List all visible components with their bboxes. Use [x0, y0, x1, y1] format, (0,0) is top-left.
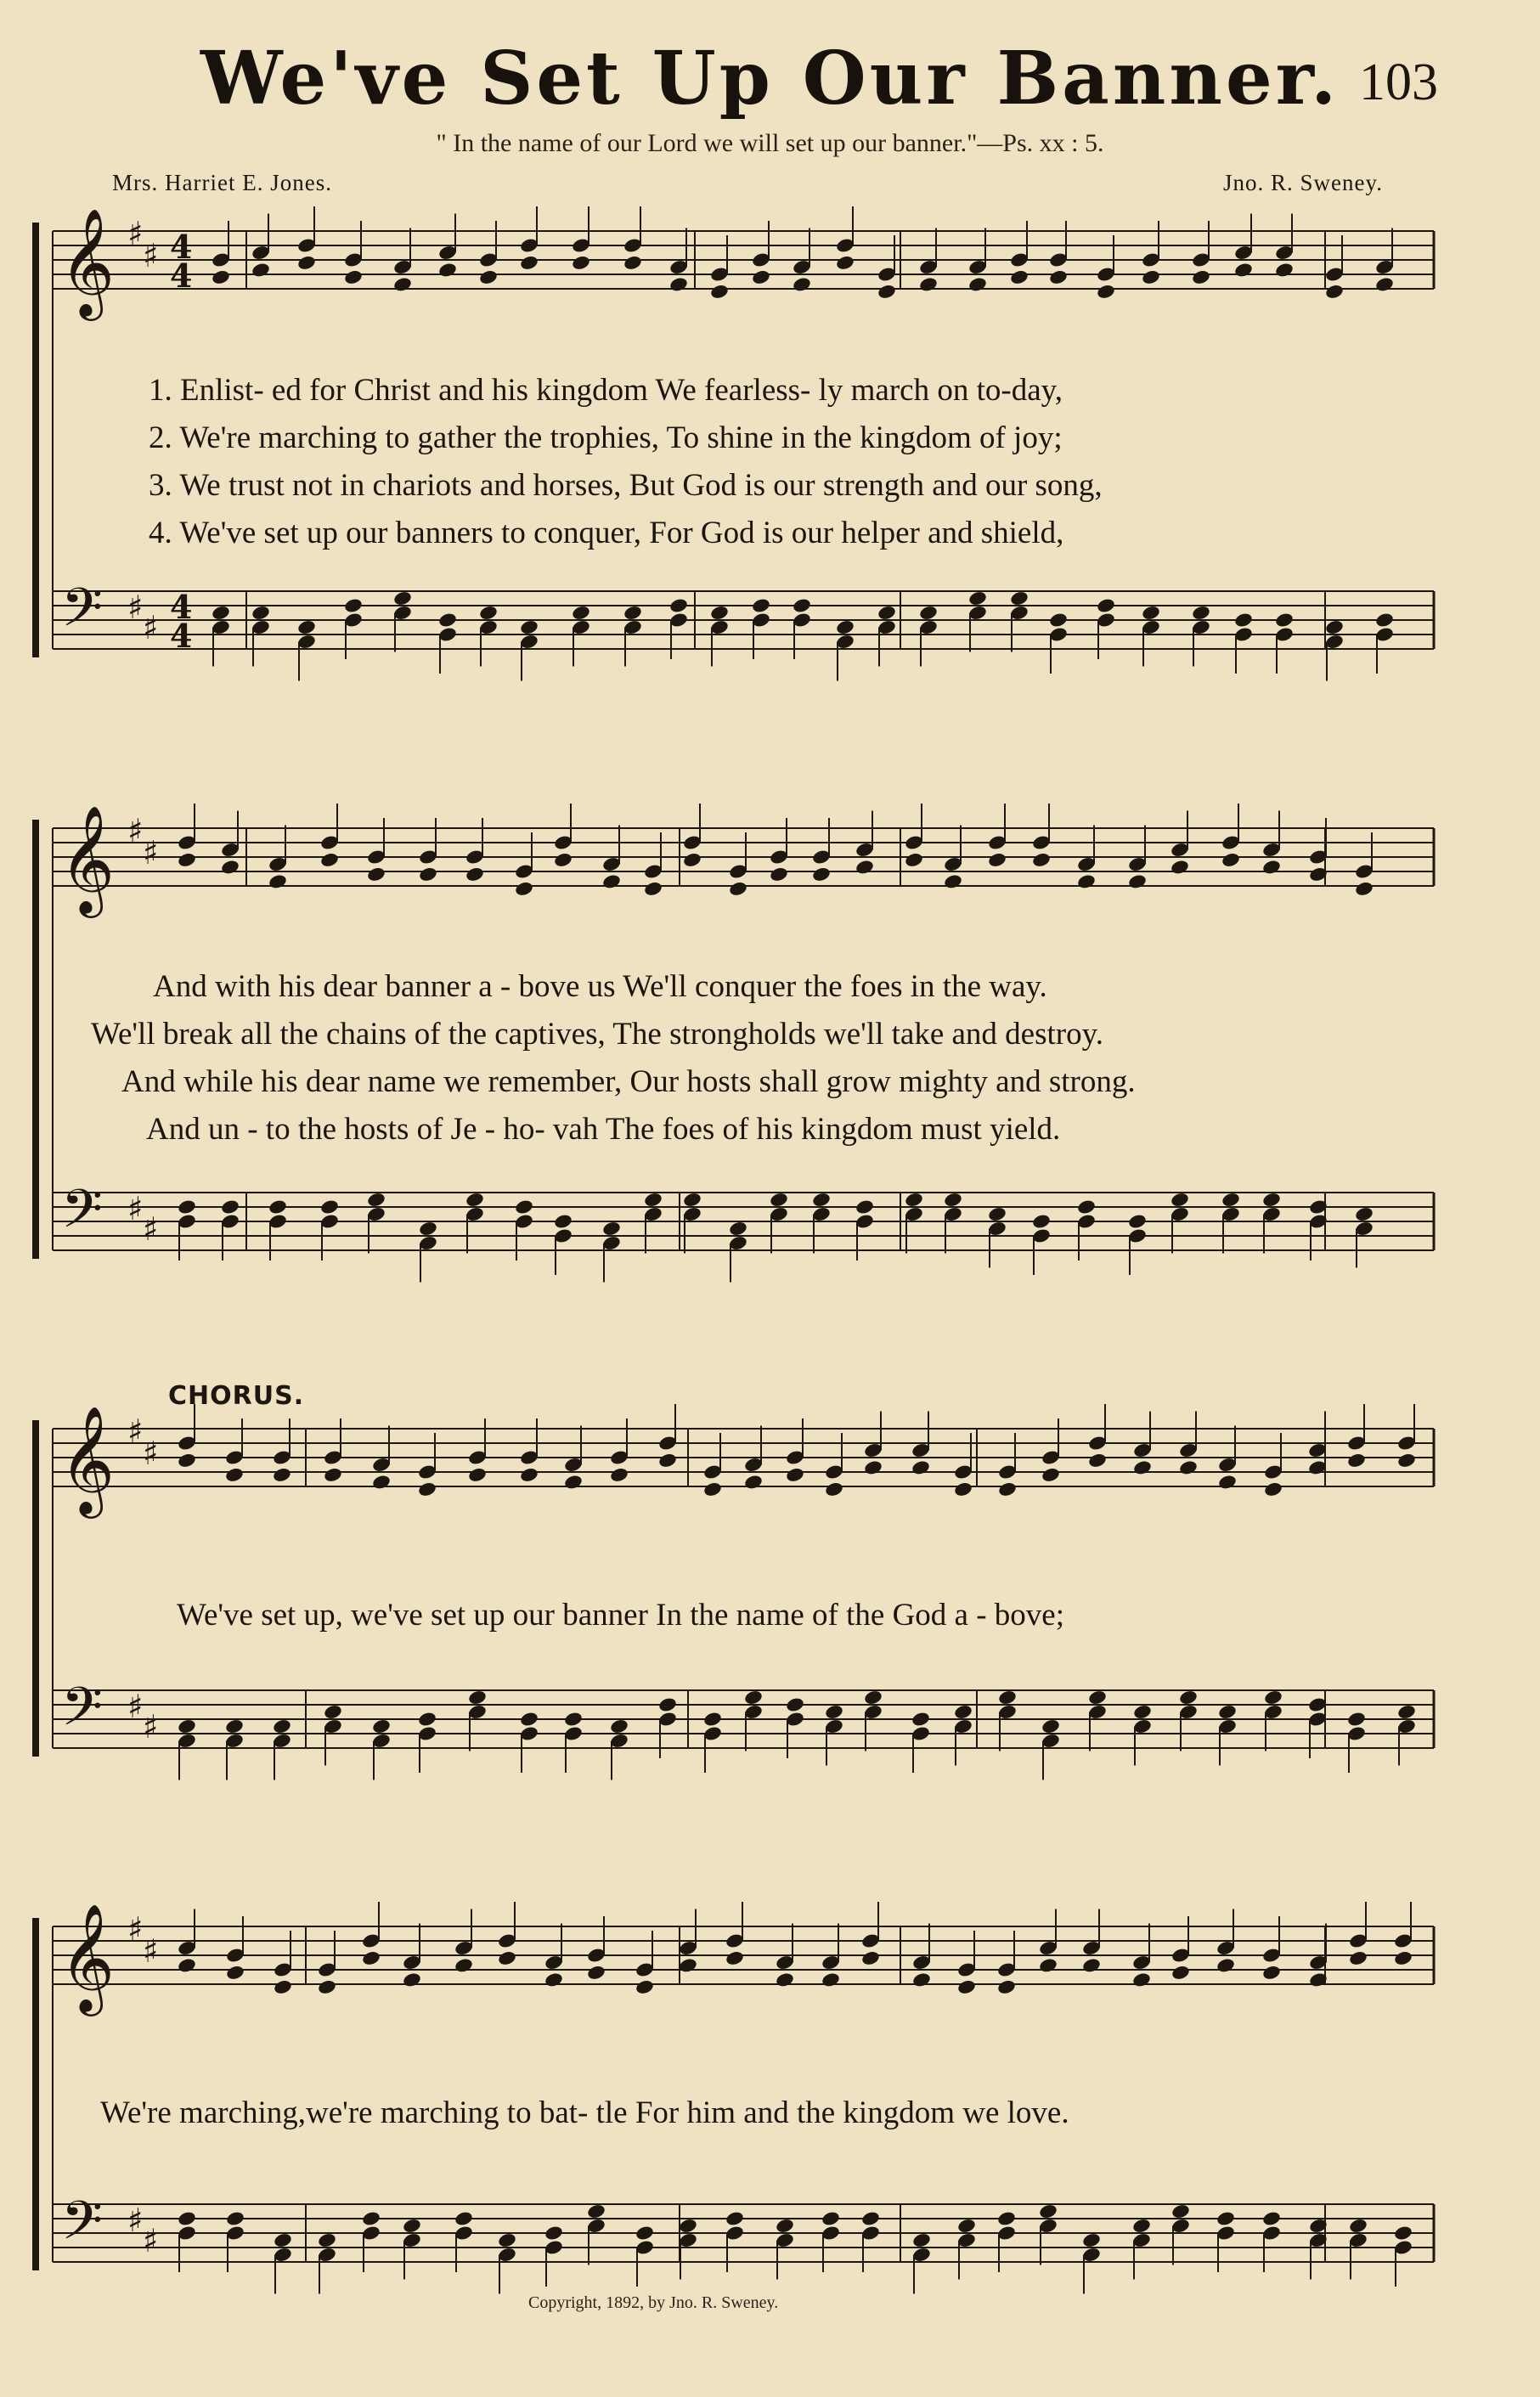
system-bracket [32, 1918, 39, 2270]
notehead [811, 1192, 832, 1209]
notehead [220, 859, 240, 876]
time-signature-digit: 4 [170, 588, 193, 626]
notehead [418, 866, 438, 883]
notehead [177, 1198, 197, 1215]
notehead [317, 2232, 337, 2249]
copyright-note: Copyright, 1892, by Jno. R. Sweney. [528, 2293, 779, 2312]
notehead [792, 276, 812, 293]
notehead [769, 1192, 789, 1209]
notehead [877, 283, 897, 300]
notehead [251, 262, 271, 279]
notehead [751, 268, 771, 285]
notehead [467, 1466, 488, 1483]
notehead [956, 1978, 977, 1995]
notehead [497, 2232, 517, 2249]
notehead [877, 605, 897, 622]
notehead [728, 880, 748, 897]
notehead [478, 605, 499, 622]
notehead [1217, 1704, 1238, 1721]
notehead [371, 1718, 392, 1735]
notehead [728, 1221, 748, 1238]
notehead [1031, 851, 1052, 868]
notehead [1261, 859, 1282, 876]
notehead [1038, 2203, 1058, 2220]
system-bracket [32, 820, 39, 1259]
notehead [987, 851, 1007, 868]
notehead [967, 276, 988, 293]
notehead [1087, 1689, 1108, 1706]
time-signature-digit: 4 [170, 617, 193, 655]
author-credit: Mrs. Harriet E. Jones. [112, 170, 332, 195]
notehead [317, 1978, 337, 1995]
notehead [943, 873, 963, 890]
notehead [1217, 1474, 1238, 1491]
notehead [1076, 1198, 1097, 1215]
notehead [1191, 268, 1211, 285]
notehead [835, 619, 855, 636]
notehead [668, 276, 689, 293]
notehead [1171, 1964, 1191, 1981]
notehead [544, 1971, 564, 1988]
notehead [361, 1949, 381, 1966]
notehead [821, 2210, 841, 2227]
notehead [956, 2218, 977, 2235]
notehead [467, 1689, 488, 1706]
notehead [224, 1718, 245, 1735]
verse-4-line-1: 4. We've set up our banners to conquer, For God is our helper and shield, [149, 516, 1064, 550]
notehead [1048, 612, 1069, 629]
notehead [1178, 1459, 1199, 1476]
sharp-icon: ♯ [127, 215, 144, 252]
notehead [402, 2218, 422, 2235]
verse-2-line-1: 2. We're marching to gather the trophies, To shine in the kingdom of joy; [149, 420, 1063, 455]
notehead [1009, 268, 1029, 285]
notehead [296, 254, 317, 271]
notehead [224, 1466, 245, 1483]
notehead [668, 597, 689, 614]
notehead [643, 880, 663, 897]
treble-clef-icon: 𝄞 [59, 1903, 116, 2011]
notehead [544, 2225, 564, 2242]
treble-clef-icon: 𝄞 [59, 207, 116, 316]
epigraph: " In the name of our Lord we will set up our banner."—Ps. xx : 5. [436, 129, 1104, 157]
notehead [635, 2225, 655, 2242]
notehead [709, 605, 730, 622]
notehead [682, 1192, 702, 1209]
bass-clef-icon: 𝄢 [61, 576, 103, 651]
notehead [987, 1206, 1007, 1223]
notehead [860, 1949, 881, 1966]
notehead [1132, 1459, 1153, 1476]
notehead [769, 866, 789, 883]
notehead [904, 1192, 924, 1209]
notehead [225, 1964, 245, 1981]
notehead [1221, 1192, 1241, 1209]
notehead [225, 2210, 245, 2227]
notehead [417, 1711, 437, 1728]
sharp-icon: ♯ [143, 1210, 159, 1248]
notehead [911, 2232, 932, 2249]
notehead [1354, 880, 1374, 897]
sharp-icon: ♯ [127, 1190, 144, 1227]
notehead [635, 1978, 655, 1995]
notehead [273, 2232, 293, 2249]
sharp-icon: ♯ [127, 2202, 144, 2239]
notehead [392, 590, 413, 607]
notehead [251, 605, 271, 622]
notehead [1354, 1206, 1374, 1223]
notehead [953, 1704, 973, 1721]
sharp-icon: ♯ [143, 2222, 159, 2259]
time-signature-digit: 4 [170, 228, 193, 266]
notehead [1261, 2210, 1282, 2227]
notehead [177, 1957, 197, 1974]
composer-credit: Jno. R. Sweney. [1223, 170, 1383, 195]
bass-clef-icon: 𝄢 [61, 2189, 103, 2264]
notehead [657, 1696, 678, 1713]
verse-4-line-2: And un - to the hosts of Je - ho- vah The foes of his kingdom must yield. [146, 1112, 1061, 1147]
notehead [437, 612, 458, 629]
chorus-label: CHORUS. [168, 1381, 305, 1411]
notehead [1041, 1466, 1061, 1483]
notehead [1031, 1213, 1052, 1230]
sharp-icon: ♯ [127, 1910, 144, 1948]
notehead [1348, 2218, 1368, 2235]
notehead [177, 1718, 197, 1735]
notehead [863, 1459, 883, 1476]
notehead [519, 254, 539, 271]
notehead [319, 851, 340, 868]
notehead [1038, 1957, 1058, 1974]
notehead [743, 1474, 764, 1491]
notehead [361, 2210, 381, 2227]
system-bracket [32, 1420, 39, 1757]
notehead [272, 1718, 292, 1735]
bass-clef-icon: 𝄢 [61, 1675, 103, 1751]
notehead [586, 2203, 606, 2220]
notehead [855, 1198, 875, 1215]
notehead [1131, 2218, 1152, 2235]
notehead [1041, 1718, 1061, 1735]
notehead [725, 2210, 745, 2227]
notehead [702, 1480, 723, 1497]
chorus-line-2: We're marching,we're marching to bat- tle For him and the kingdom we love. [100, 2095, 1069, 2130]
sharp-icon: ♯ [143, 609, 159, 646]
notehead [1348, 1949, 1368, 1966]
sharp-icon: ♯ [143, 237, 159, 274]
notehead [702, 1711, 723, 1728]
notehead [220, 1198, 240, 1215]
notehead [514, 1198, 534, 1215]
notehead [1171, 2203, 1191, 2220]
notehead [1009, 590, 1029, 607]
notehead [918, 605, 939, 622]
notehead [918, 276, 939, 293]
notehead [553, 1213, 573, 1230]
sharp-icon: ♯ [127, 812, 144, 849]
notehead [751, 597, 771, 614]
notehead [855, 859, 875, 876]
notehead [1274, 262, 1295, 279]
notehead [1087, 1452, 1108, 1469]
notehead [417, 1480, 437, 1497]
notehead [996, 2210, 1017, 2227]
notehead [911, 1971, 932, 1988]
notehead [177, 1452, 197, 1469]
notehead [601, 1221, 622, 1238]
time-signature-digit: 4 [170, 257, 193, 295]
notehead [177, 851, 197, 868]
notehead [943, 1192, 963, 1209]
notehead [725, 1949, 745, 1966]
notehead [211, 605, 231, 622]
notehead [519, 1466, 539, 1483]
notehead [519, 619, 539, 636]
verse-2-line-2: We'll break all the chains of the captives, The strongholds we'll take and destroy. [91, 1017, 1103, 1052]
notehead [1374, 612, 1395, 629]
notehead [1221, 851, 1241, 868]
notehead [1274, 612, 1295, 629]
treble-clef-icon: 𝄞 [59, 1405, 116, 1514]
notehead [996, 1978, 1017, 1995]
notehead [1048, 268, 1069, 285]
notehead [1261, 1964, 1282, 1981]
notehead [609, 1718, 629, 1735]
notehead [437, 262, 458, 279]
notehead [1233, 612, 1254, 629]
notehead [953, 1480, 973, 1497]
notehead [1191, 605, 1211, 622]
notehead [775, 2218, 795, 2235]
notehead [371, 1474, 392, 1491]
notehead [586, 1964, 606, 1981]
notehead [1170, 1192, 1190, 1209]
notehead [1263, 1480, 1283, 1497]
notehead [775, 1971, 795, 1988]
notehead [514, 880, 534, 897]
notehead [785, 1696, 805, 1713]
notehead [743, 1689, 764, 1706]
verse-3-line-1: 3. We trust not in chariots and horses, But God is our strength and our song, [149, 468, 1103, 503]
notehead [563, 1711, 584, 1728]
notehead [601, 873, 622, 890]
notehead [1096, 283, 1116, 300]
sharp-icon: ♯ [143, 1708, 159, 1746]
notehead [1324, 619, 1345, 636]
notehead [904, 851, 924, 868]
notehead [519, 1711, 539, 1728]
notehead [1076, 873, 1097, 890]
treble-clef-icon: 𝄞 [59, 804, 116, 913]
notehead [1374, 276, 1395, 293]
notehead [1216, 1957, 1236, 1974]
notehead [1261, 1192, 1282, 1209]
notehead [1393, 1949, 1413, 1966]
notehead [1393, 2225, 1413, 2242]
notehead [785, 1466, 805, 1483]
notehead [497, 1949, 517, 1966]
verse-3-line-2: And while his dear name we remember, Our hosts shall grow mighty and strong. [121, 1064, 1136, 1099]
system-bracket [32, 223, 39, 657]
notehead [553, 851, 573, 868]
notehead [1233, 262, 1254, 279]
notehead [323, 1466, 343, 1483]
notehead [1127, 873, 1148, 890]
notehead [997, 1480, 1018, 1497]
notehead [366, 1192, 386, 1209]
notehead [571, 254, 591, 271]
notehead [571, 605, 591, 622]
notehead [1170, 859, 1190, 876]
notehead [1346, 1711, 1367, 1728]
notehead [454, 2210, 474, 2227]
notehead [478, 268, 499, 285]
notehead [272, 1466, 292, 1483]
notehead [296, 619, 317, 636]
notehead [792, 597, 812, 614]
notehead [824, 1480, 844, 1497]
notehead [997, 1689, 1018, 1706]
notehead [319, 1198, 340, 1215]
sharp-icon: ♯ [143, 1932, 159, 1970]
notehead [323, 1704, 343, 1721]
notehead [563, 1474, 584, 1491]
notehead [1141, 268, 1161, 285]
notehead [682, 851, 702, 868]
notehead [1346, 1452, 1367, 1469]
sharp-icon: ♯ [127, 1688, 144, 1725]
notehead [1141, 605, 1161, 622]
notehead [860, 2210, 881, 2227]
notehead [268, 1198, 288, 1215]
page-number: 103 [1359, 54, 1438, 111]
notehead [418, 1221, 438, 1238]
notehead [1096, 597, 1116, 614]
chorus-line-1: We've set up, we've set up our banner In the name of the God a - bove; [177, 1598, 1064, 1633]
sharp-icon: ♯ [143, 1435, 159, 1472]
bass-clef-icon: 𝄢 [61, 1177, 103, 1253]
notehead [343, 268, 364, 285]
notehead [211, 268, 231, 285]
notehead [678, 2218, 698, 2235]
sharp-icon: ♯ [143, 834, 159, 871]
verse-1-line-1: 1. Enlist- ed for Christ and his kingdom We fearless- ly march on to-day, [149, 373, 1063, 408]
notehead [1396, 1704, 1417, 1721]
notehead [268, 873, 288, 890]
notehead [1127, 1213, 1148, 1230]
notehead [392, 276, 413, 293]
sharp-icon: ♯ [127, 589, 144, 626]
notehead [1081, 2232, 1102, 2249]
notehead [911, 1459, 931, 1476]
notehead [402, 1971, 422, 1988]
notehead [678, 1957, 698, 1974]
notehead [609, 1466, 629, 1483]
notehead [366, 866, 386, 883]
notehead [811, 866, 832, 883]
notehead [273, 1978, 293, 1995]
notehead [623, 605, 643, 622]
notehead [967, 590, 988, 607]
verse-1-line-2: And with his dear banner a - bove us We'll conquer the foes in the way. [153, 969, 1047, 1004]
notehead [1132, 1704, 1153, 1721]
notehead [623, 254, 643, 271]
notehead [1081, 1957, 1102, 1974]
notehead [709, 283, 730, 300]
notehead [835, 254, 855, 271]
notehead [1131, 1971, 1152, 1988]
notehead [657, 1452, 678, 1469]
notehead [465, 1192, 485, 1209]
notehead [465, 866, 485, 883]
hymn-title: We've Set Up Our Banner. [200, 36, 1340, 121]
notehead [863, 1689, 883, 1706]
notehead [1324, 283, 1345, 300]
sharp-icon: ♯ [127, 1413, 144, 1450]
notehead [1216, 2210, 1236, 2227]
notehead [1263, 1689, 1283, 1706]
notehead [177, 2210, 197, 2227]
notehead [911, 1711, 931, 1728]
notehead [1396, 1452, 1417, 1469]
notehead [824, 1704, 844, 1721]
notehead [454, 1957, 474, 1974]
notehead [343, 597, 364, 614]
notehead [821, 1971, 841, 1988]
notehead [1178, 1689, 1199, 1706]
notehead [643, 1192, 663, 1209]
